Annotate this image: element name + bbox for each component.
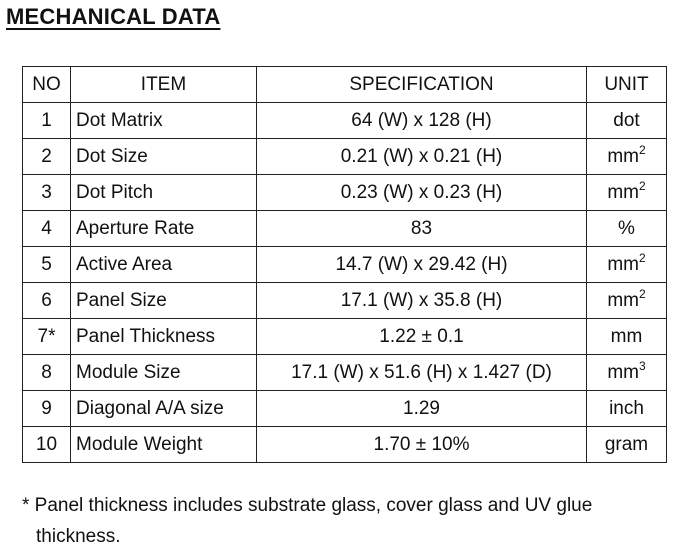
cell-unit [587,283,667,319]
table-row [23,247,667,283]
unit-text: mm [607,253,639,275]
cell-item: Panel Size [71,283,257,319]
table-row [23,283,667,319]
unit-text: mm [607,289,639,311]
cell-no: 10 [23,427,71,463]
cell-spec: 1.29 [257,391,587,427]
cell-spec: 0.21 (W) x 0.21 (H) [257,139,587,175]
cell-no: 4 [23,211,71,247]
cell-unit [587,391,667,427]
page-title: MECHANICAL DATA [6,4,221,29]
unit-exponent: 2 [638,286,646,301]
table-row [23,391,667,427]
unit-text: inch [609,397,644,419]
cell-unit [587,427,667,463]
footnote [22,490,672,552]
footnote-line-2: thickness. [36,526,121,547]
unit-text: % [618,217,635,239]
table-row [23,211,667,247]
cell-unit [587,355,667,391]
cell-spec: 14.7 (W) x 29.42 (H) [257,247,587,283]
table-row [23,139,667,175]
cell-unit [587,175,667,211]
cell-no: 7* [23,319,71,355]
header-specification: SPECIFICATION [257,67,587,103]
cell-no: 1 [23,103,71,139]
cell-item: Dot Pitch [71,175,257,211]
cell-item: Diagonal A/A size [71,391,257,427]
cell-no: 6 [23,283,71,319]
unit-exponent: 2 [638,178,646,193]
cell-item: Active Area [71,247,257,283]
cell-unit [587,211,667,247]
unit-exponent: 2 [638,142,646,157]
cell-item: Dot Size [71,139,257,175]
unit-text: mm [607,361,639,383]
unit-text: mm [607,145,639,167]
unit-exponent: 2 [638,250,646,265]
footnote-line-1: * Panel thickness includes substrate glass, cover glass and UV glue [22,495,593,516]
cell-no: 3 [23,175,71,211]
cell-item: Module Weight [71,427,257,463]
cell-item: Panel Thickness [71,319,257,355]
unit-text: mm [610,325,643,347]
cell-spec: 64 (W) x 128 (H) [257,103,587,139]
table-header-row [23,67,667,103]
header-no: NO [23,67,71,103]
unit-text: gram [604,433,649,455]
cell-no: 5 [23,247,71,283]
cell-unit [587,139,667,175]
table-row [23,319,667,355]
unit-text: mm [607,181,639,203]
cell-item: Dot Matrix [71,103,257,139]
cell-spec: 1.22 ± 0.1 [257,319,587,355]
cell-spec: 83 [257,211,587,247]
cell-unit [587,247,667,283]
mechanical-data-table [22,66,667,463]
cell-no: 9 [23,391,71,427]
table-row [23,355,667,391]
cell-item: Module Size [71,355,257,391]
unit-text: dot [613,109,640,131]
table-row [23,103,667,139]
table-row [23,175,667,211]
cell-no: 8 [23,355,71,391]
cell-spec: 17.1 (W) x 51.6 (H) x 1.427 (D) [257,355,587,391]
header-item: ITEM [71,67,257,103]
cell-no: 2 [23,139,71,175]
cell-unit [587,103,667,139]
header-unit: UNIT [587,67,667,103]
table-row [23,427,667,463]
cell-unit [587,319,667,355]
cell-spec: 0.23 (W) x 0.23 (H) [257,175,587,211]
unit-exponent: 3 [638,358,646,373]
cell-item: Aperture Rate [71,211,257,247]
cell-spec: 17.1 (W) x 35.8 (H) [257,283,587,319]
cell-spec: 1.70 ± 10% [257,427,587,463]
